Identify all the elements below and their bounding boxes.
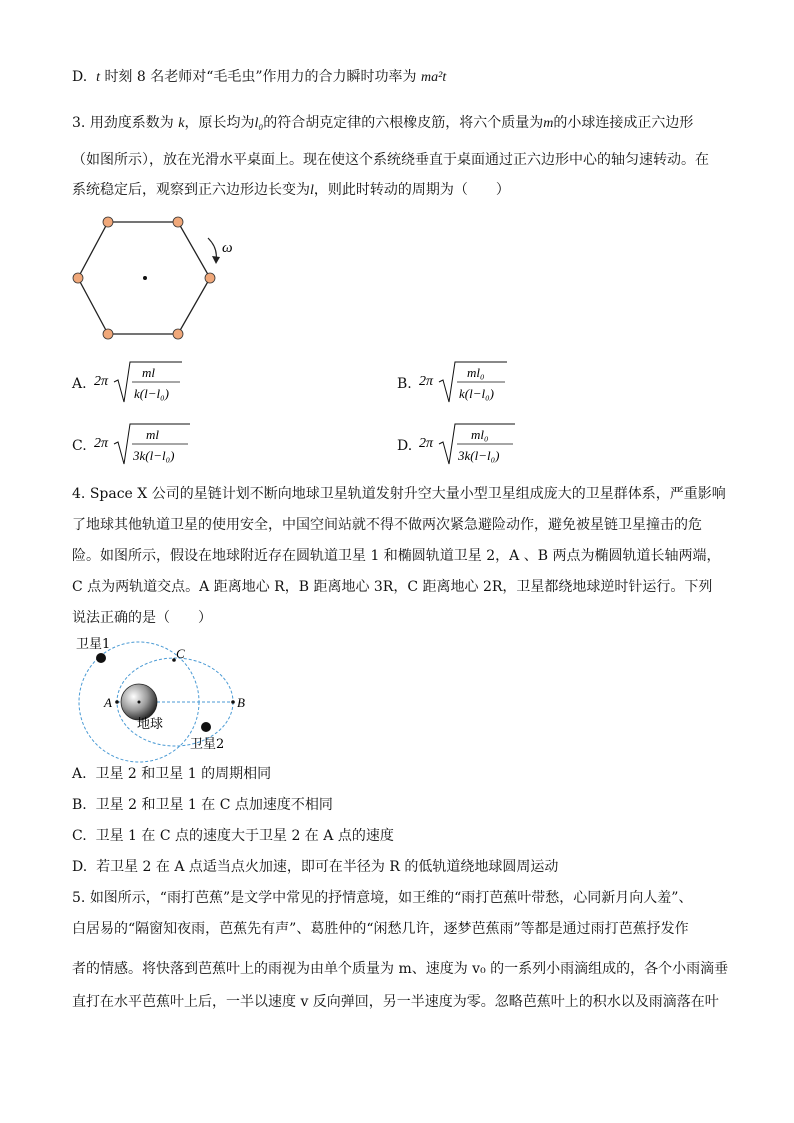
variable-l0: l₀: [254, 116, 264, 131]
q3-option-b-formula: [417, 358, 527, 408]
formula-prefix: 2π: [94, 374, 109, 389]
option-label: D.: [72, 859, 88, 875]
q3-option-a-formula: [92, 358, 202, 408]
formula-numerator: ml: [142, 365, 155, 380]
satellite-1: [96, 653, 106, 663]
q4-line-4: C 点为两轨道交点。A 距离地心 R，B 距离地心 3R，C 距离地心 2R，卫星都绕地球逆时针运行。下列: [72, 579, 713, 595]
formula-prefix: 2π: [419, 374, 434, 389]
q3-text: ，则此时转动的周期为（ ）: [313, 182, 510, 198]
q4-line-1: [72, 484, 726, 504]
point-a-dot: [115, 700, 119, 704]
center-dot: [138, 701, 141, 704]
question-number: 3.: [72, 115, 86, 131]
option-text: 时刻 8 名老师对“毛毛虫”作用力的合力瞬时功率为: [104, 69, 417, 85]
q3-option-c-formula: [92, 420, 212, 470]
q5-text: 如图所示，“雨打芭蕉”是文学中常见的抒情意境，如王维的“雨打芭蕉叶带愁，心同新月向人羞”、: [89, 890, 693, 906]
option-label: B.: [72, 797, 87, 813]
formula-numerator: ml₀: [467, 365, 485, 380]
q3-text: 的符合胡克定律的六根橡皮筋，将六个质量为: [263, 115, 544, 131]
option-text: 卫星 1 在 C 点的速度大于卫星 2 在 A 点的速度: [95, 828, 394, 844]
satellite-1-label: 卫星1: [76, 637, 111, 652]
ball: [173, 217, 183, 227]
formula-denominator: k(l−l₀): [459, 386, 494, 401]
option-label: C.: [72, 828, 87, 844]
hexagon-figure: [70, 212, 250, 342]
q3-option-b: [397, 374, 412, 394]
center-dot: [143, 276, 147, 280]
q5-line-3: 者的情感。将快落到芭蕉叶上的雨视为由单个质量为 m、速度为 v₀ 的一系列小雨滴组成的，各个小雨滴垂: [72, 961, 729, 977]
point-a-label: A: [104, 695, 112, 710]
q3-option-a: [72, 374, 87, 394]
ball: [205, 273, 215, 283]
q2-option-d: [72, 67, 446, 88]
arrow-head: [212, 256, 220, 264]
ball: [103, 329, 113, 339]
formula-numerator: ml: [146, 427, 159, 442]
q4-option-c: [72, 826, 394, 846]
q5-line-1: [72, 888, 692, 908]
q5-line-4: 直打在水平芭蕉叶上后，一半以速度 v 反向弹回，另一半速度为零。忽略芭蕉叶上的积水以及雨滴落在叶: [72, 994, 719, 1010]
q4-line-2: 了地球其他轨道卫星的使用安全，中国空间站就不得不做两次紧急避险动作，避免被星链卫星撞击的危: [72, 517, 702, 533]
formula-numerator: ml₀: [471, 427, 489, 442]
option-label: A.: [72, 376, 87, 392]
variable-t: t: [96, 70, 100, 85]
omega-label: ω: [222, 240, 233, 256]
variable-k: k: [178, 116, 185, 131]
option-text: 卫星 2 和卫星 1 的周期相同: [95, 766, 272, 782]
point-b-dot: [231, 700, 235, 704]
q3-line-2: （如图所示），放在光滑水平桌面上。现在使这个系统绕垂直于桌面通过正六边形中心的轴匀速转动。在: [72, 152, 709, 168]
satellite-2: [201, 722, 211, 732]
q5-line-2: 白居易的“隔窗知夜雨，芭蕉先有声”、葛胜仲的“闲愁几许，逐梦芭蕉雨”等都是通过雨打芭蕉抒发作: [72, 921, 689, 937]
q3-option-d-formula: [417, 420, 537, 470]
option-label: C.: [72, 438, 87, 454]
question-number: 4.: [72, 486, 86, 502]
q3-text: 系统稳定后，观察到正六边形边长变为: [72, 182, 310, 198]
ball: [103, 217, 113, 227]
q4-text: Space X 公司的星链计划不断向地球卫星轨道发射升空大量小型卫星组成庞大的卫星群体系，严重影响: [89, 486, 726, 502]
option-label: B.: [397, 376, 412, 392]
q3-option-d: [397, 436, 412, 456]
q3-line-3: [72, 180, 510, 201]
formula-denominator: 3k(l−l₀): [458, 448, 500, 463]
variable-m: m: [543, 116, 554, 131]
q3-text: 用劲度系数为: [89, 115, 174, 131]
q4-option-b: [72, 795, 333, 815]
option-label: D.: [397, 438, 413, 454]
point-c-label: C: [176, 646, 185, 661]
q4-option-d: [72, 857, 558, 877]
option-text: 若卫星 2 在 A 点适当点火加速，即可在半径为 R 的低轨道绕地球圆周运动: [96, 859, 559, 875]
q4-line-3: 险。如图所示，假设在地球附近存在圆轨道卫星 1 和椭圆轨道卫星 2，A 、B 两点为椭圆轨道长轴两端，: [72, 548, 721, 564]
q4-option-a: [72, 764, 271, 784]
option-label: D.: [72, 69, 88, 85]
satellite-2-label: 卫星2: [190, 737, 225, 752]
option-text: 卫星 2 和卫星 1 在 C 点加速度不相同: [95, 797, 333, 813]
question-number: 5.: [72, 890, 86, 906]
option-label: A.: [72, 766, 87, 782]
ball: [173, 329, 183, 339]
q3-line-1: [72, 113, 693, 134]
q3-text: 的小球连接成正六边形: [553, 115, 694, 131]
formula-denominator: 3k(l−l₀): [133, 448, 175, 463]
q3-text: ，原长均为: [184, 115, 255, 131]
earth-label: 地球: [137, 717, 164, 732]
ball: [73, 273, 83, 283]
q3-option-c: [72, 436, 87, 456]
formula-prefix: 2π: [419, 436, 434, 451]
variable-l: l: [310, 183, 314, 198]
q4-line-5: 说法正确的是（ ）: [72, 610, 212, 626]
formula-power: ma²t: [421, 70, 447, 85]
formula-denominator: k(l−l₀): [134, 386, 169, 401]
point-b-label: B: [237, 695, 245, 710]
orbit-figure: [70, 632, 260, 752]
formula-prefix: 2π: [94, 436, 109, 451]
